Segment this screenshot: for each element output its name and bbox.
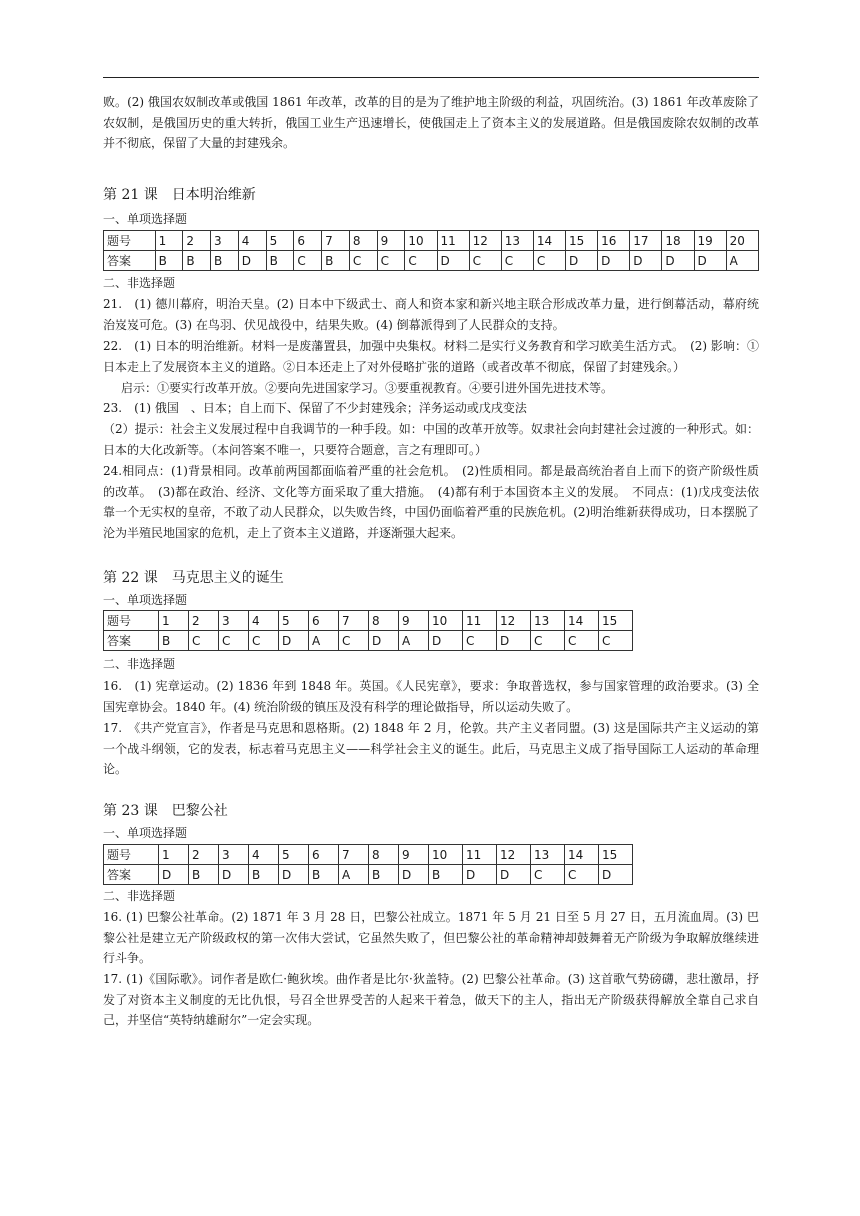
answer-cell: D xyxy=(219,865,249,885)
question-number-cell: 2 xyxy=(189,845,219,865)
question-number-cell: 10 xyxy=(429,845,463,865)
answer-cell: D xyxy=(279,865,309,885)
row-head-answer: 答案 xyxy=(104,631,159,651)
question-number-cell: 1 xyxy=(155,231,183,251)
row-head-answer: 答案 xyxy=(104,865,159,885)
question-number-cell: 17 xyxy=(630,231,662,251)
answer-cell: A xyxy=(726,251,758,271)
answer-cell: D xyxy=(630,251,662,271)
question-number-cell: 12 xyxy=(497,611,531,631)
question-number-cell: 2 xyxy=(189,611,219,631)
question-number-cell: 20 xyxy=(726,231,758,251)
answer-cell: C xyxy=(294,251,322,271)
answer-cell: D xyxy=(497,631,531,651)
question-number-cell: 9 xyxy=(377,231,405,251)
answer-cell: A xyxy=(399,631,429,651)
header-rule xyxy=(103,77,759,78)
answer-cell: B xyxy=(155,251,183,271)
question-number-cell: 13 xyxy=(531,611,565,631)
question-number-cell: 10 xyxy=(429,611,463,631)
lesson-23-answer-table xyxy=(103,844,633,885)
lesson-22-q17: 17. 《共产党宣言》，作者是马克思和恩格斯。(2) 1848 年 2 月，伦敦。共产主义者同盟。(3) 这是国际共产主义运动的第一个战斗纲领，它的发表，标志着马克思主义——科学社会主义的诞生。此后，马克思主义成了指导国际工人运动的革命理论。 xyxy=(103,721,759,776)
intro-paragraph: 败。(2) 俄国农奴制改革或俄国 1861 年改革，改革的目的是为了维护地主阶级的利益，巩固统治。(3) 1861 年改革废除了农奴制，是俄国历史的重大转折，俄国工业生产迅速增长，使俄国走上了资本主义的发展道路。但是俄国废除农奴制的改革并不彻底，保留了大量的封建残余。 xyxy=(103,95,759,150)
answer-cell: B xyxy=(266,251,294,271)
lesson-21-non-mc-label: 二、非选择题 xyxy=(103,276,176,290)
question-number-cell: 15 xyxy=(599,845,633,865)
answer-cell: D xyxy=(159,865,189,885)
lesson-22-q16: 16. (1) 宪章运动。(2) 1836 年到 1848 年。英国。《人民宪章》，要求：争取普选权，参与国家管理的政治要求。(3) 全国宪章协会。1840 年。(4) 统治阶级的镇压及没有科学的理论做指导，所以运动失败了。 xyxy=(103,679,759,714)
lesson-21-mc-label: 一、单项选择题 xyxy=(103,212,188,226)
answer-cell: B xyxy=(309,865,339,885)
answer-cell: C xyxy=(377,251,405,271)
question-number-cell: 4 xyxy=(249,611,279,631)
answer-cell: C xyxy=(531,865,565,885)
question-number-cell: 13 xyxy=(501,231,533,251)
lesson-22-mc-label: 一、单项选择题 xyxy=(103,593,188,607)
answer-cell: C xyxy=(599,631,633,651)
answer-cell: D xyxy=(463,865,497,885)
lesson-21-answer-table xyxy=(103,230,759,271)
question-number-cell: 3 xyxy=(219,845,249,865)
row-head-answer: 答案 xyxy=(104,251,156,271)
lesson-21-q24: 24.相同点：(1)背景相同。改革前两国都面临着严重的社会危机。 (2)性质相同。都是最高统治者自上而下的资产阶级性质的改革。 (3)都在政治、经济、文化等方面采取了重大措施。 (4)都有利于本国资本主义的发展。 不同点：(1)戊戌变法依靠一个无实权的皇帝，不敢了动人民群众，以失败告终，中国仍面临着严重的民族危机。(2)明治维新获得成功，日本摆脱了沦为半殖民地国家的危机，走上了资本主义道路，并逐渐强大起来。 xyxy=(103,464,759,540)
answer-cell: D xyxy=(437,251,469,271)
answer-cell: D xyxy=(399,865,429,885)
answer-cell: D xyxy=(566,251,598,271)
answer-cell: C xyxy=(219,631,249,651)
question-number-row xyxy=(104,611,633,631)
answer-cell: D xyxy=(369,631,399,651)
question-number-cell: 11 xyxy=(437,231,469,251)
question-number-cell: 18 xyxy=(662,231,694,251)
answer-cell: C xyxy=(463,631,497,651)
row-head-question: 题号 xyxy=(104,611,159,631)
answer-cell: D xyxy=(497,865,531,885)
question-number-cell: 7 xyxy=(339,611,369,631)
question-number-cell: 4 xyxy=(238,231,266,251)
answer-cell: C xyxy=(189,631,219,651)
question-number-cell: 11 xyxy=(463,611,497,631)
question-number-row xyxy=(104,231,759,251)
answer-cell: B xyxy=(211,251,239,271)
answer-cell: D xyxy=(599,865,633,885)
lesson-21-q21: 21. (1) 德川幕府，明治天皇。(2) 日本中下级武士、商人和资本家和新兴地主联合形成改革力量，进行倒幕活动，幕府统治岌岌可危。(3) 在鸟羽、伏见战役中，结果失败。(4) 倒幕派得到了人民群众的支持。 xyxy=(103,297,759,332)
answer-cell: B xyxy=(159,631,189,651)
question-number-cell: 8 xyxy=(369,611,399,631)
answer-row xyxy=(104,865,633,885)
question-number-cell: 8 xyxy=(369,845,399,865)
question-number-cell: 15 xyxy=(599,611,633,631)
question-number-cell: 5 xyxy=(279,845,309,865)
answer-cell: C xyxy=(565,631,599,651)
question-number-cell: 19 xyxy=(694,231,726,251)
row-head-question: 题号 xyxy=(104,231,156,251)
question-number-cell: 9 xyxy=(399,845,429,865)
lesson-22-title: 第 22 课 马克思主义的诞生 xyxy=(103,570,284,586)
question-number-cell: 14 xyxy=(565,611,599,631)
lesson-23-q16: 16. (1) 巴黎公社革命。(2) 1871 年 3 月 28 日，巴黎公社成立。1871 年 5 月 21 日至 5 月 27 日，五月流血周。(3) 巴黎公社是建立无产阶级政权的第一次伟大尝试，它虽然失败了，但巴黎公社的革命精神却鼓舞着无产阶级为争取解放继续进行斗争。 xyxy=(103,910,759,965)
question-number-cell: 14 xyxy=(533,231,565,251)
lesson-23-title: 第 23 课 巴黎公社 xyxy=(103,803,228,819)
question-number-cell: 7 xyxy=(339,845,369,865)
answer-row xyxy=(104,631,633,651)
answer-cell: B xyxy=(369,865,399,885)
answer-row xyxy=(104,251,759,271)
question-number-cell: 2 xyxy=(183,231,211,251)
answer-cell: A xyxy=(339,865,369,885)
question-number-cell: 8 xyxy=(349,231,377,251)
lesson-23-mc-label: 一、单项选择题 xyxy=(103,826,188,840)
answer-cell: C xyxy=(533,251,565,271)
lesson-23-q17: 17. (1)《国际歌》。词作者是欧仁·鲍狄埃。曲作者是比尔·狄盖特。(2) 巴黎公社革命。(3) 这首歌气势磅礴，悲壮激昂，抒发了对资本主义制度的无比仇恨，号召全世界受苦的人起来干着急，做天下的主人，指出无产阶级获得解放全靠自己求自己，并坚信“英特纳雄耐尔”一定会实现。 xyxy=(103,972,759,1027)
lesson-21-title: 第 21 课 日本明治维新 xyxy=(103,187,256,203)
question-number-cell: 12 xyxy=(469,231,501,251)
answer-cell: C xyxy=(565,865,599,885)
question-number-cell: 10 xyxy=(405,231,437,251)
answer-cell: D xyxy=(279,631,309,651)
answer-cell: C xyxy=(249,631,279,651)
question-number-cell: 3 xyxy=(211,231,239,251)
answer-cell: C xyxy=(405,251,437,271)
lesson-22-non-mc-label: 二、非选择题 xyxy=(103,657,176,671)
question-number-cell: 9 xyxy=(399,611,429,631)
answer-cell: B xyxy=(183,251,211,271)
question-number-cell: 12 xyxy=(497,845,531,865)
answer-cell: B xyxy=(322,251,350,271)
question-number-cell: 6 xyxy=(309,845,339,865)
question-number-row xyxy=(104,845,633,865)
lesson-21-q22: 22. (1) 日本的明治维新。材料一是废藩置县，加强中央集权。材料二是实行义务教育和学习欧美生活方式。 (2) 影响：①日本走上了发展资本主义的道路。②日本还走上了对外侵略扩张的道路（或者改革不彻底，保留了封建残余。） xyxy=(103,339,759,374)
question-number-cell: 15 xyxy=(566,231,598,251)
question-number-cell: 3 xyxy=(219,611,249,631)
answer-cell: D xyxy=(429,631,463,651)
answer-cell: D xyxy=(662,251,694,271)
question-number-cell: 6 xyxy=(309,611,339,631)
answer-cell: D xyxy=(694,251,726,271)
answer-cell: B xyxy=(249,865,279,885)
question-number-cell: 6 xyxy=(294,231,322,251)
answer-cell: C xyxy=(339,631,369,651)
question-number-cell: 1 xyxy=(159,845,189,865)
answer-cell: C xyxy=(349,251,377,271)
question-number-cell: 11 xyxy=(463,845,497,865)
question-number-cell: 5 xyxy=(266,231,294,251)
lesson-21-q23b: （2）提示：社会主义发展过程中自我调节的一种手段。如：中国的改革开放等。奴隶社会向封建社会过渡的一种形式。如：日本的大化改新等。（本问答案不唯一，只要符合题意，言之有理即可。） xyxy=(103,422,759,457)
question-number-cell: 5 xyxy=(279,611,309,631)
question-number-cell: 4 xyxy=(249,845,279,865)
question-number-cell: 16 xyxy=(598,231,630,251)
question-number-cell: 7 xyxy=(322,231,350,251)
lesson-22-answer-table xyxy=(103,610,633,651)
lesson-21-q23a: 23. (1) 俄国 、日本；自上而下、保留了不少封建残余；洋务运动或戊戌变法 xyxy=(103,401,527,415)
row-head-question: 题号 xyxy=(104,845,159,865)
answer-cell: C xyxy=(501,251,533,271)
answer-cell: A xyxy=(309,631,339,651)
answer-cell: B xyxy=(429,865,463,885)
question-number-cell: 1 xyxy=(159,611,189,631)
answer-cell: C xyxy=(469,251,501,271)
answer-cell: D xyxy=(238,251,266,271)
question-number-cell: 14 xyxy=(565,845,599,865)
answer-cell: D xyxy=(598,251,630,271)
answer-cell: C xyxy=(531,631,565,651)
answer-cell: B xyxy=(189,865,219,885)
lesson-21-q22-hint: 启示：①要实行改革开放。②要向先进国家学习。③要重视教育。④要引进外国先进技术等。 xyxy=(121,381,614,395)
question-number-cell: 13 xyxy=(531,845,565,865)
lesson-23-non-mc-label: 二、非选择题 xyxy=(103,889,176,903)
